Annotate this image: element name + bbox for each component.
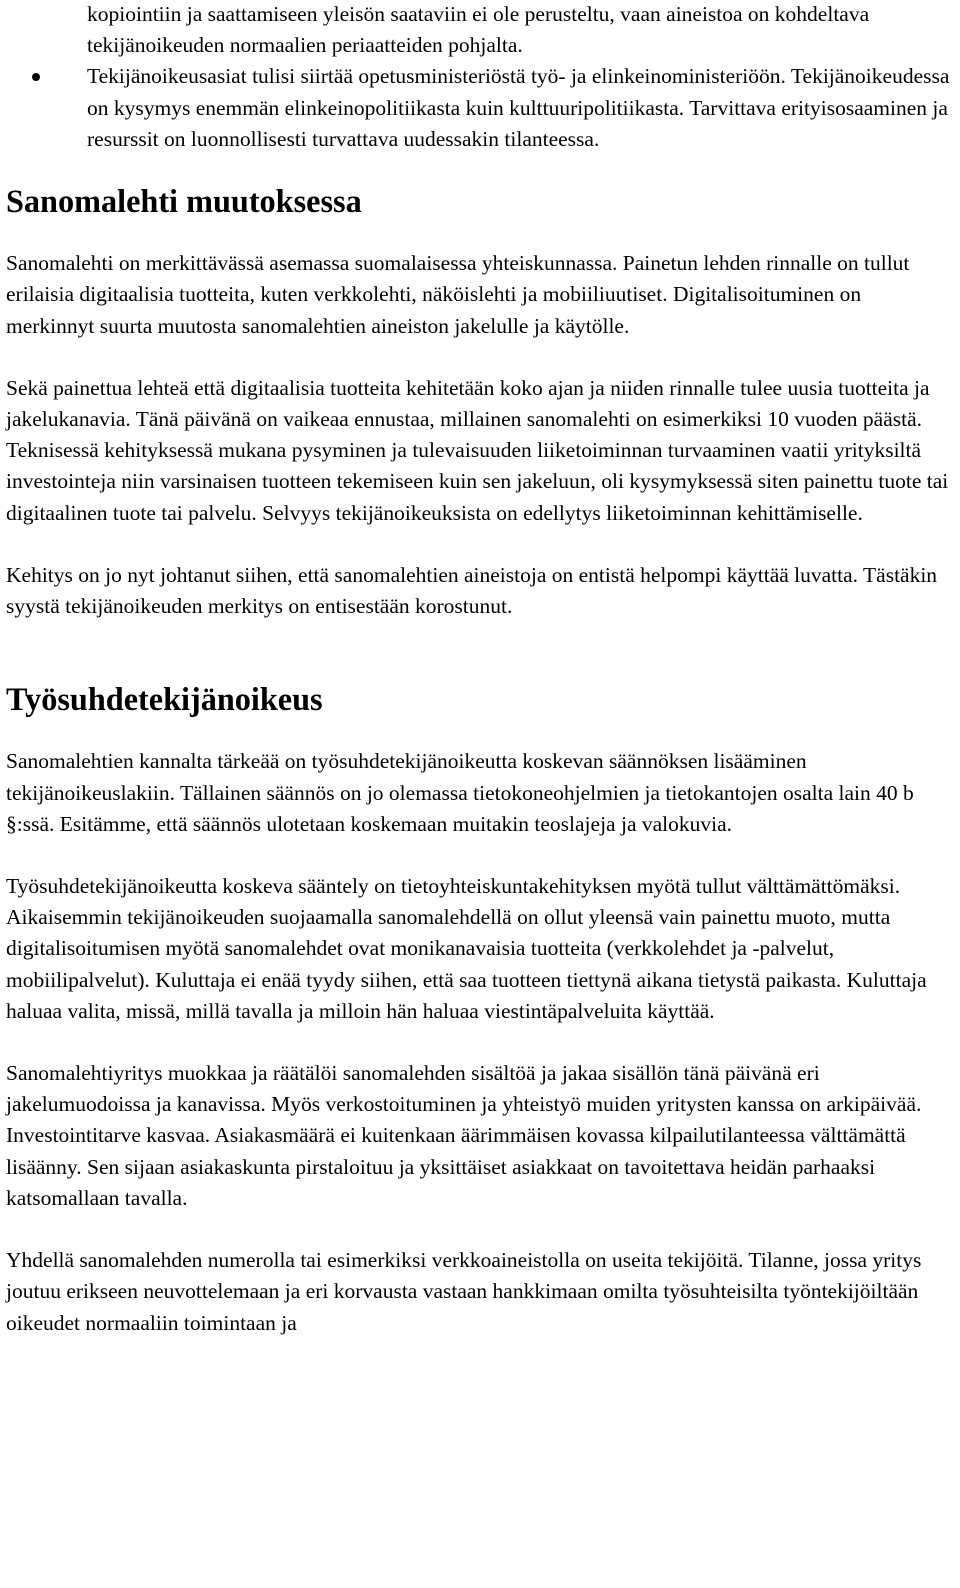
section-heading-tyosuhdetekijanoikeus: Työsuhdetekijänoikeus (6, 681, 323, 718)
paragraph: Sekä painettua lehteä että digitaalisia tuotteita kehitetään koko ajan ja niiden rinnalle tulee uusia tuotteita ja jakelukanavia. Tänä päivänä on vaikeaa ennustaa, millainen sanomalehti on esimerkiksi 10 vuoden päästä. Teknisessä kehityksessä mukana pysyminen ja tulevaisuuden liiketoiminnan turvaaminen vaatii yrityksiltä investointeja niin varsinaisen tuotteen tekemiseen kuin sen jakeluun, oli kysymyksessä siten painettu tuote tai digitaalinen tuote tai palvelu. Selvyys tekijänoikeuksista on edellytys liiketoiminnan kehittämiselle. (6, 375, 949, 525)
paragraph: Sanomalehtiyritys muokkaa ja räätälöi sanomalehden sisältöä ja jakaa sisällön tänä päivänä eri jakelumuodoissa ja kanavissa. Myös verkostoituminen ja yhteistyö muiden yritysten kanssa on arkipäivää. Investointitarve kasvaa. Asiakasmäärä ei kuitenkaan äärimmäisen kovassa kilpailutilanteessa välttämättä lisäänny. Sen sijaan asiakaskunta pirstaloituu ja yksittäiset asiakkaat on tavoitettava heidän parhaaksi katsomallaan tavalla. (6, 1061, 922, 1210)
bullet-text: Tekijänoikeusasiat tulisi siirtää opetusministeriöstä työ- ja elinkeinoministeriöön. Tekijänoikeudessa on kysymys enemmän elinkeinopolitiikasta kuin kulttuuripolitiikasta. Tarvittava erityisosaaminen ja resurssit on luonnollisesti turvattava uudessakin tilanteessa. (87, 64, 950, 151)
bullet-list (6, 0, 954, 155)
document-page (6, 0, 954, 1339)
paragraph: Kehitys on jo nyt johtanut siihen, että sanomalehtien aineistoja on entistä helpompi käyttää luvatta. Tästäkin syystä tekijänoikeuden merkitys on entisestään korostunut. (6, 562, 938, 619)
paragraph: Sanomalehtien kannalta tärkeää on työsuhdetekijänoikeutta koskevan säännöksen lisääminen tekijänoikeuslakiin. Tällainen säännös on jo olemassa tietokoneohjelmien ja tietokantojen osalta lain 40 b §:ssä. Esitämme, että säännös ulotetaan koskemaan muitakin teoslajeja ja valokuvia. (6, 749, 914, 836)
bullet-item (6, 61, 954, 155)
bullet-text: kopiointiin ja saattamiseen yleisön saataviin ei ole perusteltu, vaan aineistoa on kohdeltava tekijänoikeuden normaalien periaatteiden pohjalta. (87, 2, 870, 58)
paragraph: Työsuhdetekijänoikeutta koskeva sääntely on tietoyhteiskuntakehityksen myötä tullut välttämättömäksi. Aikaisemmin tekijänoikeuden suojaamalla sanomalehdellä on ollut yleensä vain painettu muoto, mutta digitalisoitumisen myötä sanomalehdet ovat monikanavaisia tuotteita (verkkolehdet ja -palvelut, mobiilipalvelut). Kuluttaja ei enää tyydy siihen, että saa tuotteen tiettynä aikana tietystä paikasta. Kuluttaja haluaa valita, missä, millä tavalla ja milloin hän haluaa viestintäpalveluita käyttää. (6, 874, 927, 1023)
bullet-item-continued (6, 0, 954, 61)
paragraph: Yhdellä sanomalehden numerolla tai esimerkiksi verkkoaineistolla on useita tekijöitä. Tilanne, jossa yritys joutuu erikseen neuvottelemaan ja eri korvausta vastaan hankkimaan omilta työsuhteisilta työntekijöiltään oikeudet normaaliin toimintaan ja (6, 1248, 922, 1335)
section-heading-sanomalehti-muutoksessa: Sanomalehti muutoksessa (6, 183, 362, 220)
paragraph: Sanomalehti on merkittävässä asemassa suomalaisessa yhteiskunnassa. Painetun lehden rinnalle on tullut erilaisia digitaalisia tuotteita, kuten verkkolehti, näköislehti ja mobiiliuutiset. Digitalisoituminen on merkinnyt suurta muutosta sanomalehtien aineiston jakelulle ja käytölle. (6, 251, 910, 338)
bullet-dot-icon (32, 73, 40, 81)
